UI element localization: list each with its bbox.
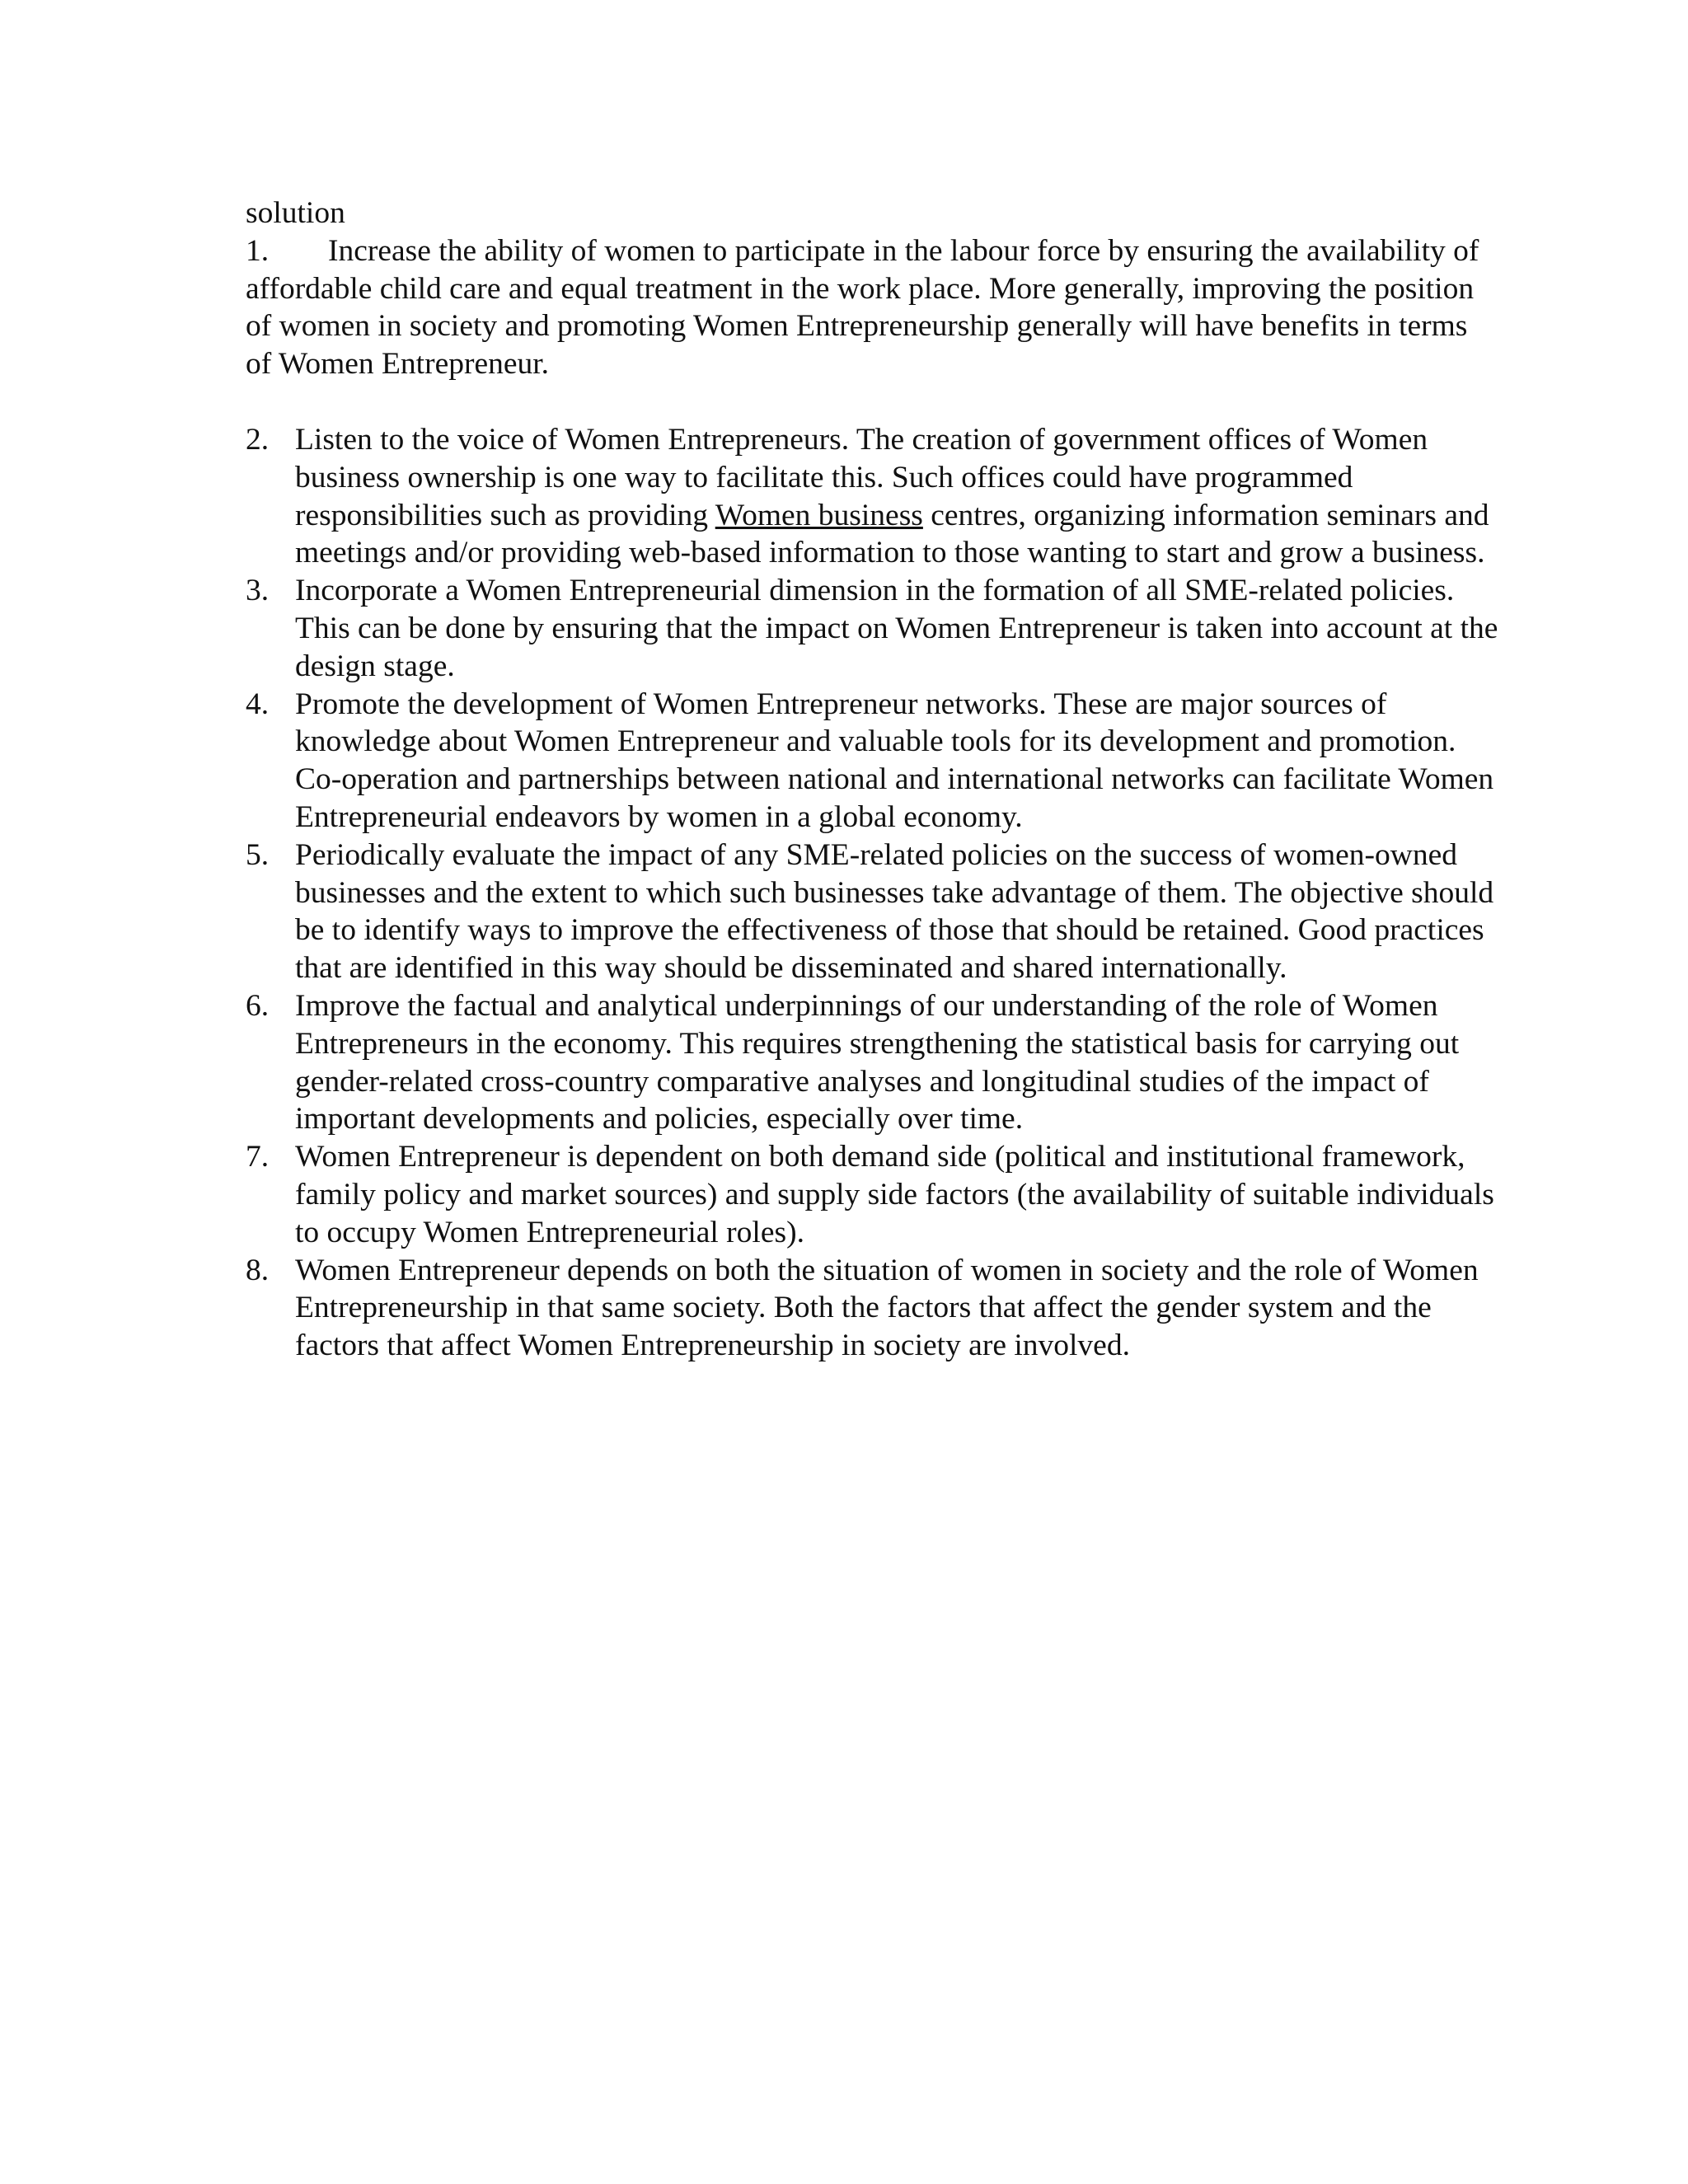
list-item-7 [246, 1138, 1498, 1251]
paragraph-gap [246, 383, 1498, 421]
list-item-4 [246, 686, 1498, 837]
list-item-number: 4. [246, 687, 270, 721]
numbered-list [246, 421, 1498, 1365]
list-item-text: Women Entrepreneur is dependent on both demand side (political and institutional framework, family policy and market sources) and supply side factors (the availability of suitable individuals to occupy Women Entrepreneurial roles). [295, 1140, 1494, 1249]
list-item-number: 7. [246, 1140, 270, 1174]
list-item-text: Women Entrepreneur depends on both the situation of women in society and the role of Women Entrepreneurship in that same society. Both the factors that affect the gender system and the factors that affect Women Entrepreneurship in society are involved. [295, 1253, 1479, 1363]
list-item-number: 3. [246, 574, 270, 608]
list-item-1 [246, 232, 1498, 383]
list-item-number: 6. [246, 988, 270, 1023]
list-item-text-continued: centres, organizing information seminars and meetings and/or providing web-based information to those wanting to start and grow a business. [295, 498, 1489, 570]
list-item-6 [246, 987, 1498, 1138]
list-item-text: Increase the ability of women to participate in the labour force by ensuring the availability of affordable child care and equal treatment in the work place. More generally, improving the position of women in society and promoting Women Entrepreneurship generally will have benefits in terms of Women Entrepreneur. [246, 233, 1479, 382]
underlined-phrase: Women business [715, 498, 923, 532]
list-item-number: 5. [246, 837, 270, 872]
list-item-text: Promote the development of Women Entrepreneur networks. These are major sources of knowledge about Women Entrepreneur and valuable tools for its development and promotion. Co-operation and partnerships between national and international networks can facilitate Women Entrepreneurial endeavors by women in a global economy. [295, 687, 1494, 834]
list-item-text: Improve the factual and analytical underpinnings of our understanding of the role of Women Entrepreneurs in the economy. This requires strengthening the statistical basis for carrying out gender-related cross-country comparative analyses and longitudinal studies of the impact of important developments and policies, especially over time. [295, 988, 1460, 1137]
list-item-text: Listen to the voice of Women Entrepreneurs. The creation of government offices of Women business ownership is one way to facilitate this. Such offices could have programmed responsibilities such as providing [295, 422, 1428, 532]
list-item-5 [246, 837, 1498, 987]
list-item-number: 8. [246, 1253, 270, 1287]
list-item-8 [246, 1252, 1498, 1365]
list-item-text: Periodically evaluate the impact of any SME-related policies on the success of women-owned businesses and the extent to which such businesses take advantage of them. The objective should be to identify ways to improve the effectiveness of those that should be retained. Good practices that are identified in this way should be disseminated and shared internationally. [295, 837, 1494, 986]
list-item-number: 1. [246, 233, 270, 268]
list-item-text: Incorporate a Women Entrepreneurial dimension in the formation of all SME-related policies. This can be done by ensuring that the impact on Women Entrepreneur is taken into account at the design stage. [295, 574, 1498, 683]
list-item-3 [246, 572, 1498, 685]
list-item-2 [246, 421, 1498, 572]
list-item-number: 2. [246, 422, 270, 457]
document-body [246, 194, 1498, 1365]
document-heading: solution [246, 196, 345, 230]
